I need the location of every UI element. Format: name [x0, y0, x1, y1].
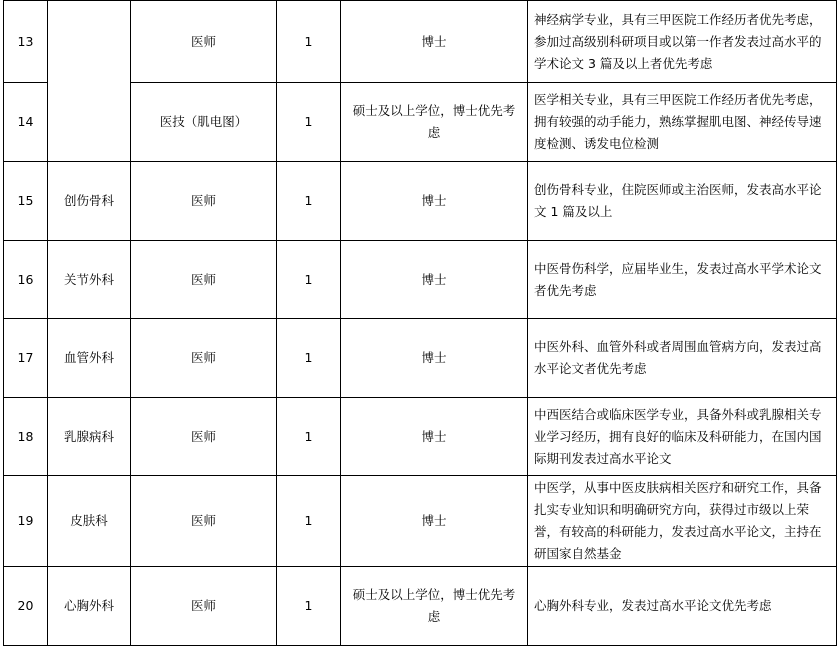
count-cell: 1 [277, 1, 341, 83]
requirements-cell: 中医外科、血管外科或者周围血管病方向，发表过高水平论文者优先考虑 [528, 319, 837, 398]
requirements-cell: 创伤骨科专业，住院医师或主治医师，发表高水平论文 1 篇及以上 [528, 162, 837, 241]
count-cell: 1 [277, 162, 341, 241]
education-cell: 博士 [341, 241, 528, 319]
row-number: 17 [4, 319, 48, 398]
table-row [4, 1, 837, 83]
position-cell: 医师 [131, 1, 277, 83]
count-cell: 1 [277, 83, 341, 162]
department-cell: 皮肤科 [48, 476, 131, 567]
row-number: 16 [4, 241, 48, 319]
department-cell: 乳腺病科 [48, 398, 131, 476]
department-cell: 心胸外科 [48, 567, 131, 646]
education-cell: 博士 [341, 476, 528, 567]
count-cell: 1 [277, 398, 341, 476]
position-cell: 医师 [131, 162, 277, 241]
row-number: 20 [4, 567, 48, 646]
row-number: 19 [4, 476, 48, 567]
row-number: 18 [4, 398, 48, 476]
row-number: 13 [4, 1, 48, 83]
count-cell: 1 [277, 241, 341, 319]
requirements-cell: 中医骨伤科学，应届毕业生，发表过高水平学术论文者优先考虑 [528, 241, 837, 319]
education-cell: 博士 [341, 319, 528, 398]
requirements-cell: 医学相关专业，具有三甲医院工作经历者优先考虑，拥有较强的动手能力，熟练掌握肌电图、神经传导速度检测、诱发电位检测 [528, 83, 837, 162]
position-cell: 医师 [131, 241, 277, 319]
education-cell: 博士 [341, 398, 528, 476]
position-cell: 医师 [131, 476, 277, 567]
education-cell: 博士 [341, 1, 528, 83]
requirements-cell: 中西医结合或临床医学专业，具备外科或乳腺相关专业学习经历，拥有良好的临床及科研能力，在国内国际期刊发表过高水平论文 [528, 398, 837, 476]
requirements-cell: 心胸外科专业，发表过高水平论文优先考虑 [528, 567, 837, 646]
position-cell: 医师 [131, 567, 277, 646]
count-cell: 1 [277, 476, 341, 567]
recruitment-table [3, 0, 837, 646]
department-cell: 关节外科 [48, 241, 131, 319]
education-cell: 硕士及以上学位，博士优先考虑 [341, 83, 528, 162]
table-row [4, 241, 837, 319]
department-cell: 血管外科 [48, 319, 131, 398]
requirements-cell: 神经病学专业，具有三甲医院工作经历者优先考虑，参加过高级别科研项目或以第一作者发表过高水平的学术论文 3 篇及以上者优先考虑 [528, 1, 837, 83]
department-cell [48, 1, 131, 162]
table-row [4, 567, 837, 646]
position-cell: 医师 [131, 319, 277, 398]
count-cell: 1 [277, 319, 341, 398]
row-number: 14 [4, 83, 48, 162]
education-cell: 硕士及以上学位，博士优先考虑 [341, 567, 528, 646]
table-row [4, 476, 837, 567]
position-cell: 医技（肌电图） [131, 83, 277, 162]
count-cell: 1 [277, 567, 341, 646]
table-row [4, 162, 837, 241]
table-row [4, 398, 837, 476]
education-cell: 博士 [341, 162, 528, 241]
position-cell: 医师 [131, 398, 277, 476]
department-cell: 创伤骨科 [48, 162, 131, 241]
table-row [4, 319, 837, 398]
requirements-cell: 中医学，从事中医皮肤病相关医疗和研究工作，具备扎实专业知识和明确研究方向，获得过市级以上荣誉，有较高的科研能力，发表过高水平论文，主持在研国家自然基金 [528, 476, 837, 567]
row-number: 15 [4, 162, 48, 241]
